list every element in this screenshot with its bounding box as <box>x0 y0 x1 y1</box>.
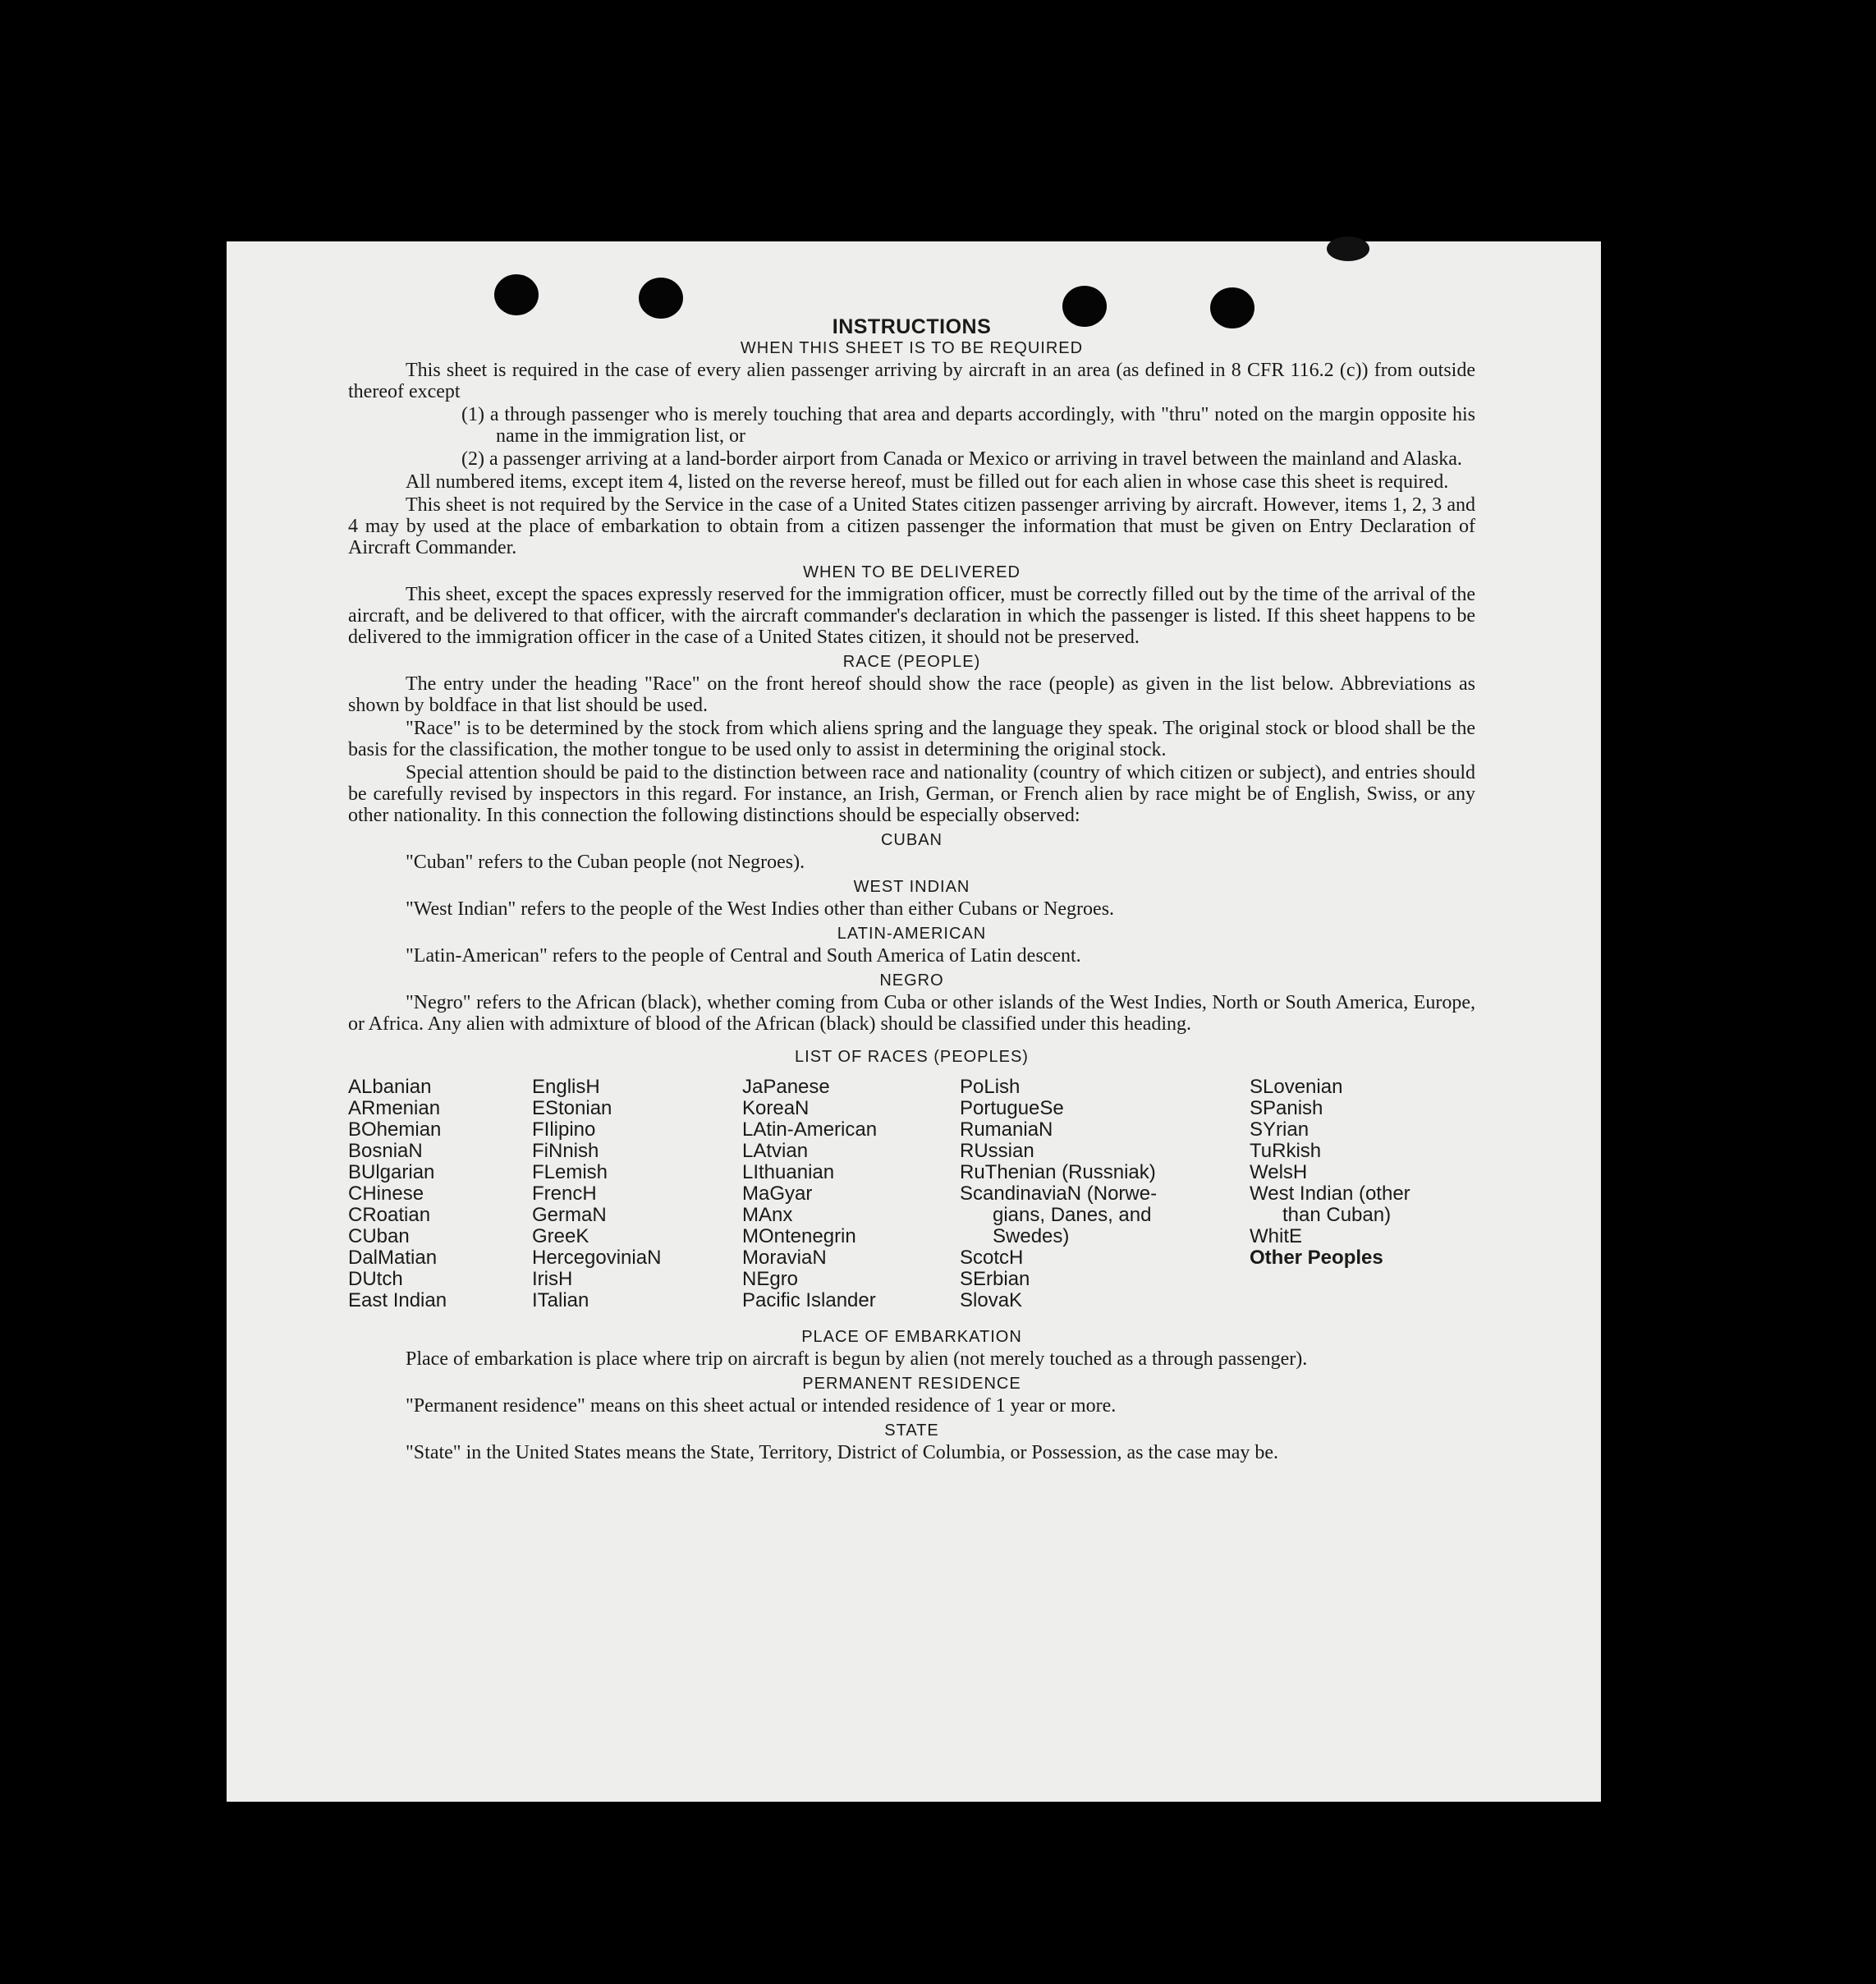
race-entry: RumaniaN <box>960 1118 1053 1141</box>
race-entry: CHinese <box>348 1183 424 1205</box>
race-entry: Other Peoples <box>1250 1247 1383 1269</box>
race-entry-continuation: than Cuban) <box>1282 1204 1392 1226</box>
race-entry: CUban <box>348 1225 410 1247</box>
race-entry: MoraviaN <box>742 1247 827 1269</box>
race-entry: BUlgarian <box>348 1161 435 1183</box>
paragraph: This sheet is not required by the Service in the case of a United States citizen passenger arriving by aircraft. However, items 1, 2, 3 and 4 may by used at the place of embarkation to obtain from a citizen passenger the information that must be given on Entry Declaration of Aircraft Commander. <box>348 494 1475 558</box>
race-entry: MOntenegrin <box>742 1225 856 1247</box>
section-heading-west-indian: WEST INDIAN <box>853 878 970 896</box>
races-column-4 <box>960 1077 1157 1311</box>
race-entry: NEgro <box>742 1268 799 1290</box>
race-entry: CRoatian <box>348 1204 431 1226</box>
race-entry: MAnx <box>742 1204 793 1226</box>
race-entry: LIthuanian <box>742 1161 835 1183</box>
race-entry: IrisH <box>532 1268 573 1290</box>
races-column-2 <box>532 1077 661 1311</box>
race-entry: MaGyar <box>742 1183 813 1205</box>
races-list <box>348 1077 1475 1323</box>
races-column-1 <box>348 1077 447 1311</box>
race-entry: SYrian <box>1250 1118 1310 1141</box>
race-entry: WhitE <box>1250 1225 1303 1247</box>
race-entry-continuation: Swedes) <box>993 1225 1070 1247</box>
race-entry: RUssian <box>960 1140 1034 1162</box>
section-heading-latin-american: LATIN-AMERICAN <box>837 925 987 943</box>
section-heading-list-of-races: LIST OF RACES (PEOPLES) <box>795 1048 1029 1066</box>
race-entry: East Indian <box>348 1289 447 1311</box>
race-entry: LAtin-American <box>742 1118 878 1141</box>
paragraph: This sheet, except the spaces expressly reserved for the immigration officer, must be correctly filled out by the time of the arrival of the aircraft, and be delivered to that officer, with the aircraft commander's declaration in which the passenger is listed. If this sheet happens to be delivered to the immigration officer in the case of a United States citizen, it should not be preserved. <box>348 584 1475 648</box>
document-page <box>227 241 1601 1802</box>
paragraph: "West Indian" refers to the people of the West Indies other than either Cubans or Negroes. <box>406 898 1115 920</box>
race-entry: ScotcH <box>960 1247 1024 1269</box>
section-heading-when-delivered: WHEN TO BE DELIVERED <box>803 563 1021 581</box>
punch-hole <box>494 274 539 315</box>
race-entry: ALbanian <box>348 1076 432 1098</box>
race-entry: BosniaN <box>348 1140 423 1162</box>
race-entry: GreeK <box>532 1225 589 1247</box>
race-entry: TuRkish <box>1250 1140 1322 1162</box>
race-entry: ScandinaviaN (Norwe- <box>960 1183 1158 1205</box>
page-title: INSTRUCTIONS <box>832 315 992 338</box>
race-entry: HercegoviniaN <box>532 1247 662 1269</box>
races-column-3 <box>742 1077 877 1311</box>
race-entry: PoLish <box>960 1076 1021 1098</box>
list-item: (1) a through passenger who is merely touching that area and departs accordingly, with "thru" noted on the margin opposite his name in the immigration list, or <box>461 404 1475 447</box>
race-entry: SlovaK <box>960 1289 1023 1311</box>
race-entry: LAtvian <box>742 1140 809 1162</box>
race-entry: ARmenian <box>348 1097 441 1119</box>
section-heading-race: RACE (PEOPLE) <box>842 653 981 671</box>
section-heading-cuban: CUBAN <box>880 831 943 849</box>
race-entry: EnglisH <box>532 1076 600 1098</box>
race-entry: FrencH <box>532 1183 597 1205</box>
race-entry: Pacific Islander <box>742 1289 876 1311</box>
punch-hole <box>639 278 683 319</box>
race-entry: GermaN <box>532 1204 607 1226</box>
race-entry: WelsH <box>1250 1161 1308 1183</box>
paragraph: Special attention should be paid to the distinction between race and nationality (country of which citizen or subject), and entries should be carefully revised by inspectors in this regard. For instance, an Irish, German, or French alien by race might be of English, Swiss, or any other nationality. In this connection the following distinctions should be especially observed: <box>348 762 1475 826</box>
race-entry: ITalian <box>532 1289 589 1311</box>
races-column-5 <box>1250 1077 1410 1269</box>
paragraph: Place of embarkation is place where trip on aircraft is begun by alien (not merely touched as a through passenger). <box>406 1348 1308 1370</box>
race-entry: SErbian <box>960 1268 1030 1290</box>
race-entry: JaPanese <box>742 1076 830 1098</box>
race-entry: RuThenian (Russniak) <box>960 1161 1156 1183</box>
list-item: (2) a passenger arriving at a land-border airport from Canada or Mexico or arriving in travel between the mainland and Alaska. <box>461 448 1462 470</box>
race-entry: EStonian <box>532 1097 612 1119</box>
ink-blot <box>1327 237 1369 261</box>
section-heading-embarkation: PLACE OF EMBARKATION <box>801 1328 1022 1346</box>
race-entry: FIlipino <box>532 1118 596 1141</box>
paragraph: "Latin-American" refers to the people of Central and South America of Latin descent. <box>406 945 1081 967</box>
paragraph: "Cuban" refers to the Cuban people (not Negroes). <box>406 852 805 873</box>
paragraph: "Negro" refers to the African (black), whether coming from Cuba or other islands of the West Indies, North or South America, Europe, or Africa. Any alien with admixture of blood of the African (black) should be classified under this heading. <box>348 992 1475 1035</box>
race-entry: DalMatian <box>348 1247 438 1269</box>
race-entry-continuation: gians, Danes, and <box>993 1204 1152 1226</box>
race-entry: PortugueSe <box>960 1097 1064 1119</box>
section-heading-negro: NEGRO <box>879 971 944 990</box>
paragraph: "Permanent residence" means on this sheet actual or intended residence of 1 year or more. <box>406 1395 1117 1417</box>
section-heading-when-required: WHEN THIS SHEET IS TO BE REQUIRED <box>740 339 1084 357</box>
section-heading-residence: PERMANENT RESIDENCE <box>802 1375 1021 1393</box>
instructions-body <box>348 315 1475 1465</box>
paragraph: "Race" is to be determined by the stock from which aliens spring and the language they speak. The original stock or blood shall be the basis for the classification, the mother tongue to be used only to assist in determining the original stock. <box>348 718 1475 760</box>
race-entry: West Indian (other <box>1250 1183 1410 1205</box>
race-entry: SLovenian <box>1250 1076 1343 1098</box>
race-entry: FiNnish <box>532 1140 599 1162</box>
paragraph: The entry under the heading "Race" on the front hereof should show the race (people) as given in the list below. Abbreviations as shown by boldface in that list should be used. <box>348 673 1475 716</box>
paragraph: All numbered items, except item 4, listed on the reverse hereof, must be filled out for each alien in whose case this sheet is required. <box>406 471 1449 493</box>
paragraph: This sheet is required in the case of every alien passenger arriving by aircraft in an area (as defined in 8 CFR 116.2 (c)) from outside thereof except <box>348 360 1475 402</box>
section-heading-state: STATE <box>884 1421 939 1440</box>
race-entry: BOhemian <box>348 1118 442 1141</box>
race-entry: KoreaN <box>742 1097 810 1119</box>
race-entry: DUtch <box>348 1268 403 1290</box>
race-entry: FLemish <box>532 1161 608 1183</box>
race-entry: SPanish <box>1250 1097 1323 1119</box>
paragraph: "State" in the United States means the State, Territory, District of Columbia, or Possession, as the case may be. <box>406 1442 1279 1463</box>
